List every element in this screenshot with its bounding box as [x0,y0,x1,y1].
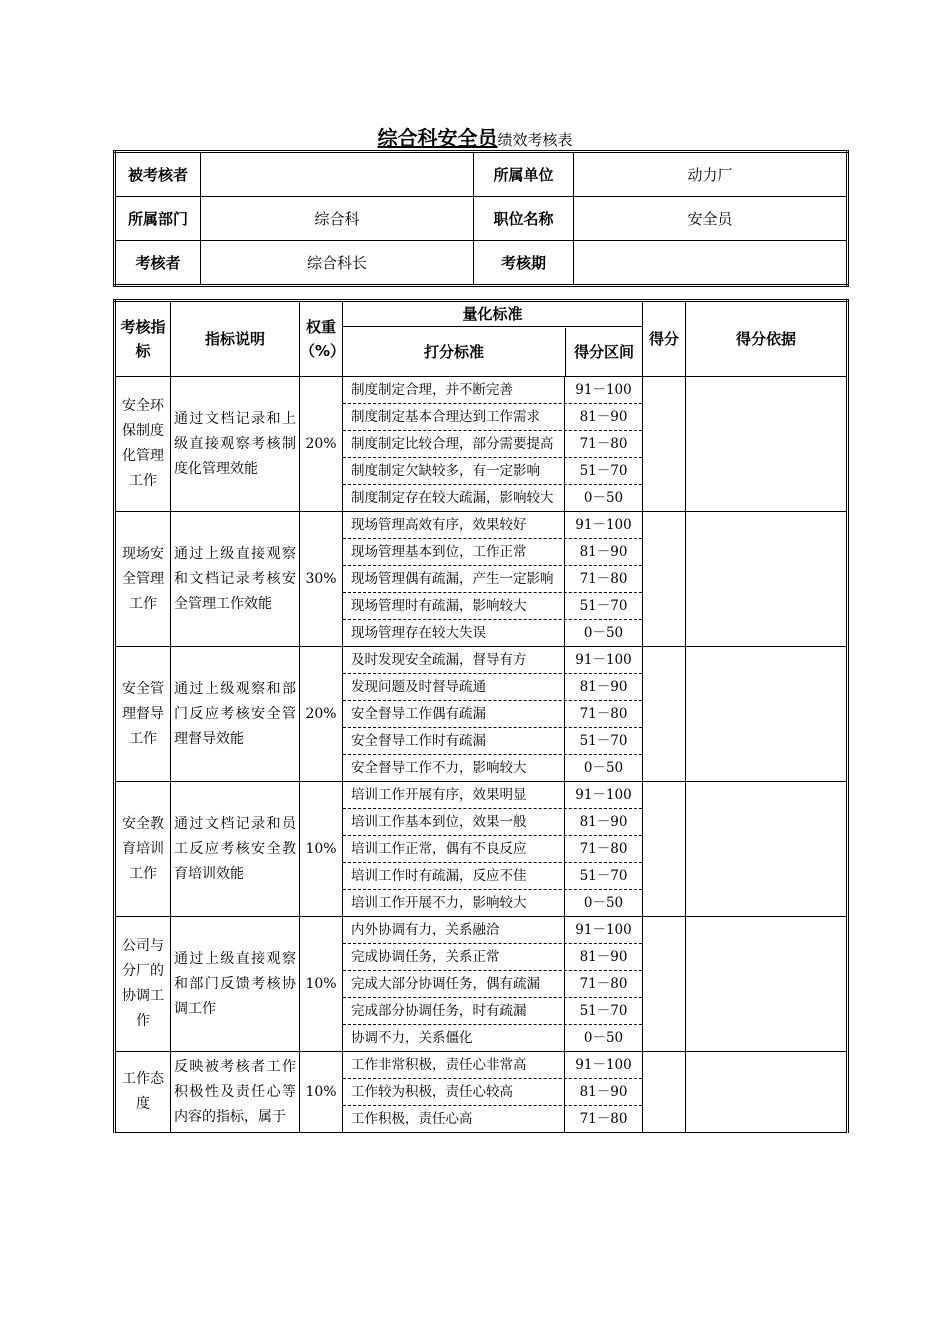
criteria-range: 91－100 [575,922,632,938]
indicator-row [115,1052,848,1133]
criteria-range: 51－70 [579,733,628,749]
criteria-list [343,1052,643,1133]
criteria-item [343,809,642,836]
criteria-text: 安全督导工作时有疏漏 [343,728,565,754]
criteria-text: 协调不力，关系僵化 [343,1025,565,1051]
criteria-text: 制度制定欠缺较多，有一定影响 [343,458,565,484]
criteria-item [343,1079,642,1106]
criteria-text: 制度制定比较合理，部分需要提高 [343,431,565,457]
criteria-list [343,917,643,1052]
criteria-item [343,1025,642,1051]
dept-label: 所属部门 [115,197,201,241]
criteria-range: 0－50 [583,625,624,641]
criteria-range: 81－90 [579,409,628,425]
indicator-name: 安全环保制度化管理工作 [115,377,171,512]
indicator-weight: 30% [300,512,343,647]
criteria-text: 工作非常积极，责任心非常高 [343,1052,565,1078]
indicator-description: 通过文档记录和上级直接观察考核制度化管理效能 [171,377,300,512]
col-quant-label: 量化标准 [462,305,523,324]
score-cell[interactable] [643,917,686,1052]
criteria-item [343,755,642,781]
criteria-item [343,566,642,593]
criteria-text: 培训工作正常，偶有不良反应 [343,836,565,862]
criteria-item [343,512,642,539]
criteria-range: 81－90 [579,949,628,965]
indicator-name: 工作态度 [115,1052,171,1133]
indicator-name: 现场安全管理工作 [115,512,171,647]
criteria-item [343,863,642,890]
indicator-row [115,512,848,647]
indicator-row [115,782,848,917]
dept-value[interactable]: 综合科 [201,197,474,241]
criteria-item [343,404,642,431]
criteria-text: 安全督导工作不力，影响较大 [343,755,565,781]
criteria-range: 51－70 [579,463,628,479]
criteria-text: 现场管理偶有疏漏，产生一定影响 [343,566,565,592]
col-range: 得分区间 [573,342,634,361]
indicator-row [115,647,848,782]
examiner-label: 考核者 [115,241,201,286]
criteria-item [343,539,642,566]
criteria-item [343,971,642,998]
indicator-name: 安全管理督导工作 [115,647,171,782]
indicator-row [115,917,848,1052]
basis-cell[interactable] [686,1052,848,1133]
col-weight: 权重（%） [300,301,343,377]
indicator-weight: 10% [300,1052,343,1133]
examiner-value[interactable]: 综合科长 [201,241,474,286]
score-cell[interactable] [643,377,686,512]
criteria-text: 制度制定基本合理达到工作需求 [343,404,565,430]
page-title [0,122,950,151]
col-quant [343,301,643,327]
col-indicator: 考核指标 [115,301,171,377]
title-main: 综合科安全员 [377,126,498,150]
criteria-item [343,917,642,944]
score-cell[interactable] [643,1052,686,1133]
criteria-item [343,836,642,863]
criteria-range: 91－100 [575,382,632,398]
criteria-text: 制度制定存在较大疏漏，影响较大 [343,485,565,511]
indicator-weight: 10% [300,917,343,1052]
score-cell[interactable] [643,647,686,782]
criteria-text: 现场管理基本到位，工作正常 [343,539,565,565]
col-description: 指标说明 [171,301,300,377]
indicator-description: 通过文档记录和员工反应考核安全教育培训效能 [171,782,300,917]
criteria-text: 培训工作开展不力，影响较大 [343,890,565,916]
criteria-range: 51－70 [579,868,628,884]
criteria-item [343,1106,642,1132]
assessment-table [113,299,849,1133]
criteria-item [343,728,642,755]
indicator-weight: 20% [300,647,343,782]
criteria-range: 91－100 [575,787,632,803]
unit-label: 所属单位 [474,152,574,197]
criteria-range: 71－80 [579,706,628,722]
criteria-range: 0－50 [583,895,624,911]
position-label: 职位名称 [474,197,574,241]
criteria-item [343,782,642,809]
criteria-text: 制度制定合理，并不断完善 [343,377,565,403]
criteria-text: 工作较为积极，责任心较高 [343,1079,565,1105]
criteria-text: 及时发现安全疏漏，督导有方 [343,647,565,673]
indicator-rows [115,377,848,1133]
criteria-range: 91－100 [575,517,632,533]
criteria-item [343,701,642,728]
criteria-range: 91－100 [575,652,632,668]
criteria-range: 71－80 [579,436,628,452]
criteria-text: 现场管理存在较大失误 [343,620,565,646]
criteria-range: 91－100 [575,1057,632,1073]
indicator-weight: 10% [300,782,343,917]
criteria-item [343,998,642,1025]
criteria-range: 71－80 [579,976,628,992]
criteria-item [343,485,642,511]
criteria-range: 71－80 [579,1111,628,1127]
col-basis: 得分依据 [686,301,848,377]
criteria-text: 完成大部分协调任务，偶有疏漏 [343,971,565,997]
criteria-text: 工作积极，责任心高 [343,1106,565,1132]
criteria-text: 培训工作开展有序，效果明显 [343,782,565,808]
score-cell[interactable] [643,782,686,917]
criteria-item [343,890,642,916]
basis-cell[interactable] [686,917,848,1052]
indicator-description: 通过上级观察和部门反应考核安全管理督导效能 [171,647,300,782]
criteria-item [343,647,642,674]
indicator-description: 反映被考核者工作积极性及责任心等内容的指标，属于 [171,1052,300,1133]
period-value[interactable] [574,241,848,286]
indicator-name: 公司与分厂的协调工作 [115,917,171,1052]
period-label: 考核期 [474,241,574,286]
criteria-item [343,377,642,404]
criteria-item [343,620,642,646]
criteria-item [343,1052,642,1079]
col-score: 得分 [643,301,686,377]
criteria-item [343,944,642,971]
criteria-range: 71－80 [579,571,628,587]
indicator-name: 安全教育培训工作 [115,782,171,917]
criteria-range: 0－50 [583,490,624,506]
header-table [113,150,849,287]
examinee-label: 被考核者 [115,152,201,197]
criteria-range: 71－80 [579,841,628,857]
criteria-range: 81－90 [579,814,628,830]
criteria-range: 0－50 [583,760,624,776]
criteria-range: 51－70 [579,1003,628,1019]
score-cell[interactable] [643,512,686,647]
basis-cell[interactable] [686,512,848,647]
criteria-range: 0－50 [583,1030,624,1046]
basis-cell[interactable] [686,377,848,512]
basis-cell[interactable] [686,647,848,782]
col-criteria: 打分标准 [343,328,566,376]
unit-value[interactable]: 动力厂 [574,152,848,197]
criteria-item [343,674,642,701]
col-sub-header [343,327,643,377]
indicator-row [115,377,848,512]
position-value[interactable]: 安全员 [574,197,848,241]
criteria-text: 现场管理时有疏漏，影响较大 [343,593,565,619]
criteria-list [343,782,643,917]
criteria-text: 完成协调任务，关系正常 [343,944,565,970]
criteria-text: 内外协调有力，关系融洽 [343,917,565,943]
criteria-item [343,458,642,485]
criteria-item [343,431,642,458]
criteria-text: 完成部分协调任务，时有疏漏 [343,998,565,1024]
criteria-text: 现场管理高效有序，效果较好 [343,512,565,538]
criteria-range: 81－90 [579,1084,628,1100]
criteria-range: 81－90 [579,544,628,560]
criteria-text: 安全督导工作偶有疏漏 [343,701,565,727]
criteria-list [343,512,643,647]
indicator-description: 通过上级直接观察和文档记录考核安全管理工作效能 [171,512,300,647]
criteria-range: 51－70 [579,598,628,614]
indicator-description: 通过上级直接观察和部门反馈考核协调工作 [171,917,300,1052]
criteria-list [343,377,643,512]
criteria-text: 发现问题及时督导疏通 [343,674,565,700]
indicator-weight: 20% [300,377,343,512]
criteria-text: 培训工作时有疏漏，反应不佳 [343,863,565,889]
criteria-text: 培训工作基本到位，效果一般 [343,809,565,835]
criteria-list [343,647,643,782]
criteria-item [343,593,642,620]
examinee-value[interactable] [201,152,474,197]
criteria-range: 81－90 [579,679,628,695]
title-sub: 绩效考核表 [497,131,573,149]
basis-cell[interactable] [686,782,848,917]
